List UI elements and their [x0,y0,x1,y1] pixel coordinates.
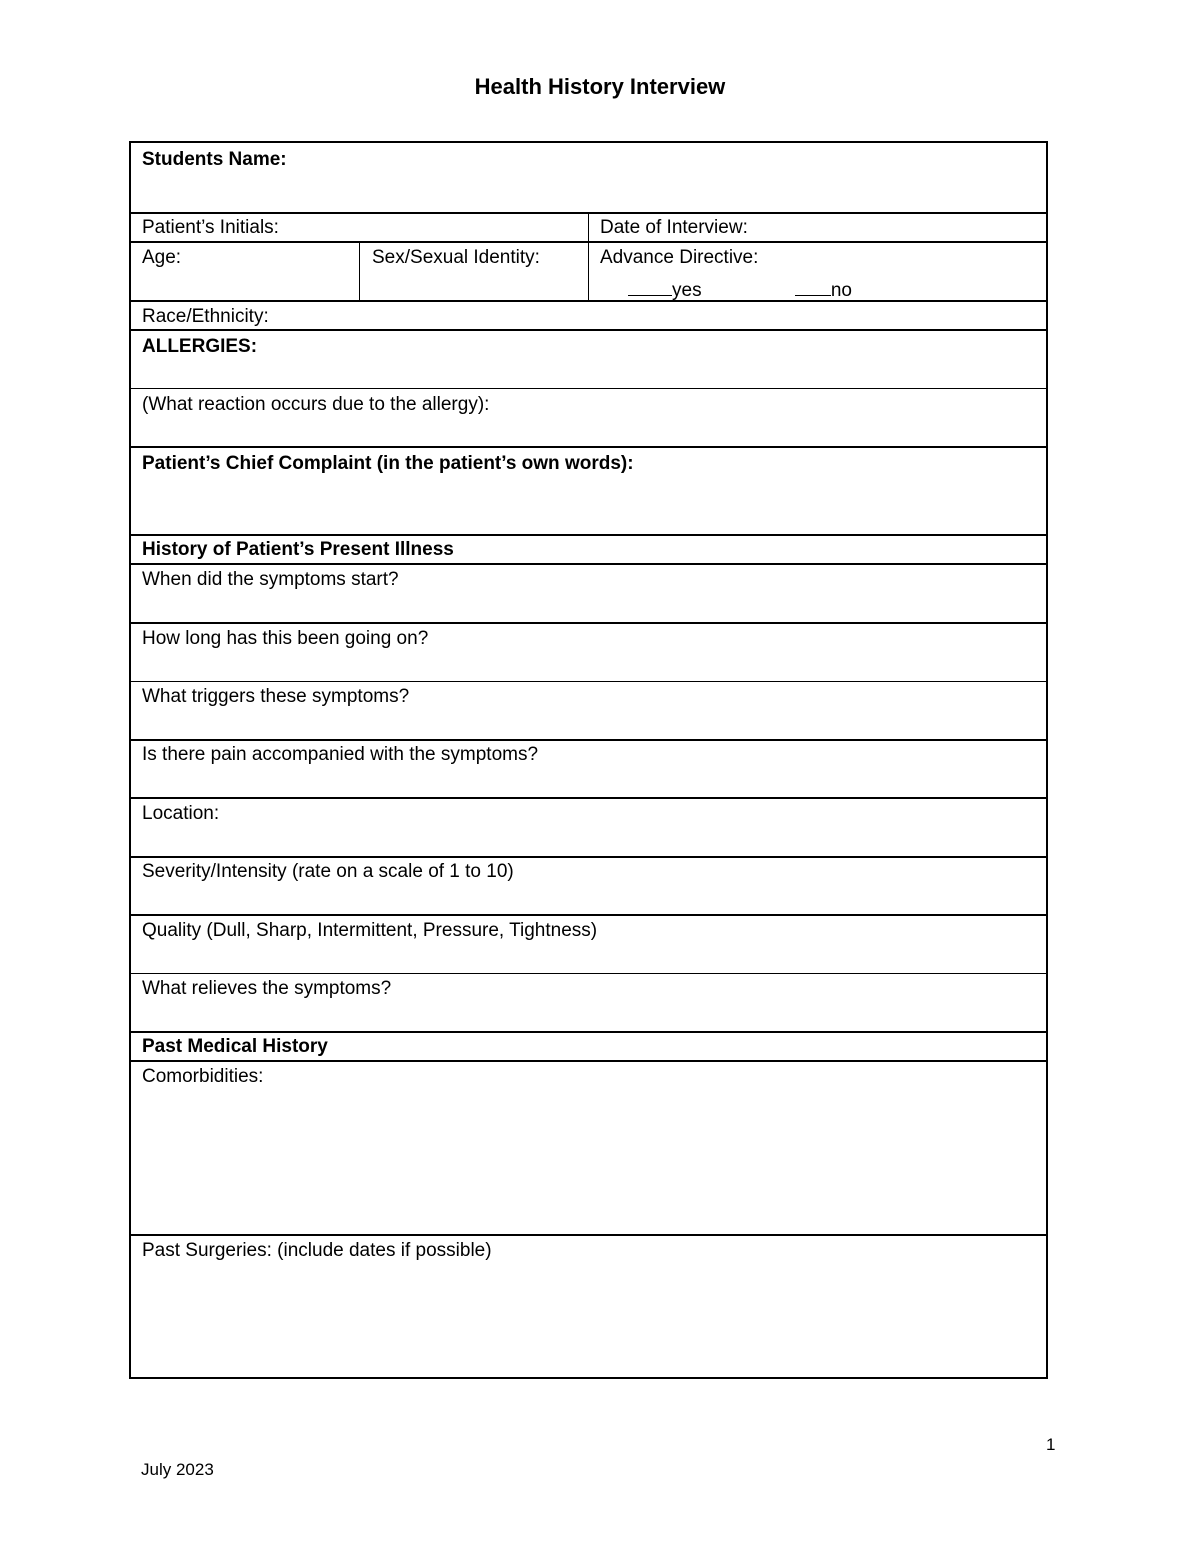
divider [131,534,1046,536]
divider [131,563,1046,565]
date-of-interview-field[interactable]: Date of Interview: [600,217,748,238]
column-divider [588,212,589,300]
advance-directive-options [628,277,852,302]
document-title: Health History Interview [474,74,726,99]
hpi-question[interactable]: What relieves the symptoms? [142,978,392,999]
past-surgeries-field[interactable]: Past Surgeries: (include dates if possible) [142,1240,492,1261]
divider [131,329,1046,331]
race-ethnicity-field[interactable]: Race/Ethnicity: [142,306,269,327]
chief-complaint-field[interactable]: Patient’s Chief Complaint (in the patient’s own words): [142,453,634,474]
page-number: 1 [1046,1435,1056,1454]
advance-directive-label: Advance Directive: [600,247,759,268]
students-name-field[interactable]: Students Name: [142,149,287,170]
no-blank[interactable] [795,277,831,296]
hpi-question[interactable]: Severity/Intensity (rate on a scale of 1 to 10) [142,861,514,882]
divider [131,739,1046,741]
divider [131,856,1046,858]
column-divider [359,241,360,300]
no-option[interactable]: no [830,280,852,301]
divider [131,622,1046,624]
divider [131,388,1046,389]
divider [131,446,1046,448]
hpi-question[interactable]: What triggers these symptoms? [142,686,410,707]
yes-option[interactable]: yes [672,280,702,301]
divider [131,300,1046,302]
patient-initials-field[interactable]: Patient’s Initials: [142,217,279,238]
pmh-heading: Past Medical History [142,1036,328,1057]
allergies-field[interactable]: ALLERGIES: [142,336,258,357]
hpi-question[interactable]: When did the symptoms start? [142,569,399,590]
divider [131,797,1046,799]
hpi-question[interactable]: How long has this been going on? [142,628,429,649]
sex-identity-field[interactable]: Sex/Sexual Identity: [372,247,540,268]
hpi-heading: History of Patient’s Present Illness [142,539,454,560]
age-field[interactable]: Age: [142,247,182,268]
yes-blank[interactable] [628,277,672,296]
hpi-question[interactable]: Quality (Dull, Sharp, Intermittent, Pressure, Tightness) [142,920,598,941]
divider [131,914,1046,916]
comorbidities-field[interactable]: Comorbidities: [142,1066,264,1087]
health-history-form [129,141,1048,1379]
divider [131,1234,1046,1236]
hpi-question[interactable]: Is there pain accompanied with the symptoms? [142,744,539,765]
divider [131,973,1046,974]
divider [131,681,1046,682]
divider [131,1031,1046,1033]
divider [131,1060,1046,1062]
hpi-question[interactable]: Location: [142,803,220,824]
footer-date: July 2023 [141,1460,214,1479]
allergy-reaction-field[interactable]: (What reaction occurs due to the allergy): [142,394,490,415]
